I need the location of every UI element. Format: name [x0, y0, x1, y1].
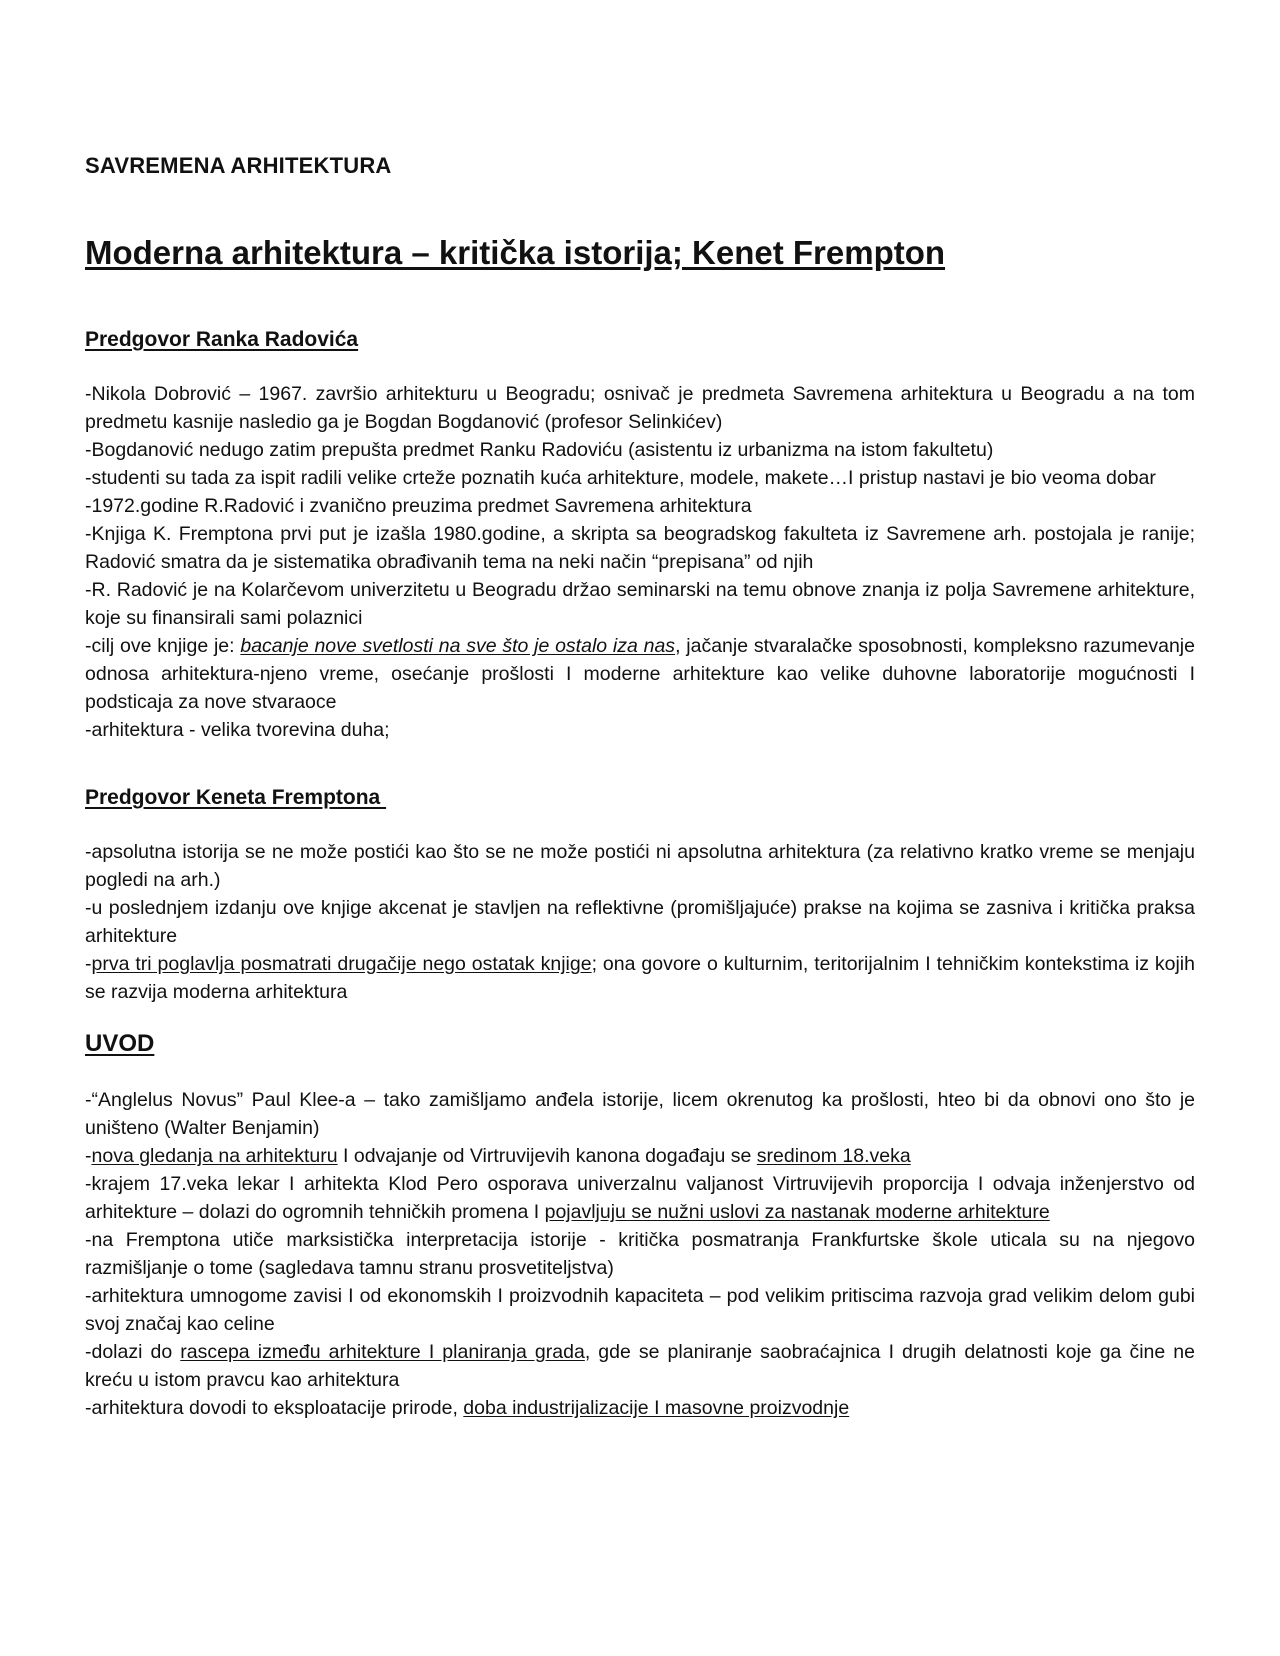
paragraph: [85, 632, 1195, 716]
text-run: -krajem 17.veka lekar I arhitekta Klod Pero osporava univerzalnu valjanost Virtruvijevih proporcija I odvaja inženjerstvo od arhitekture – dolazi do ogromnih tehničkih promena I: [85, 1173, 1195, 1223]
paragraph: -arhitektura - velika tvorevina duha;: [85, 719, 390, 741]
text-run: , gde se planiranje saobraćajnica I drugih delatnosti koje ga čine ne kreću u istom pravcu kao arhitektura: [85, 1341, 1195, 1391]
text-run: -: [85, 953, 92, 975]
paragraph: -studenti su tada za ispit radili velike crteže poznatih kuća arhitekture, modele, makete…I pristup nastavi je bio veoma dobar: [85, 467, 1156, 489]
paragraph: -u poslednjem izdanju ove knjige akcenat je stavljen na reflektivne (promišljajuće) prakse na kojima se zasniva i kritička praksa arhitekture: [85, 897, 1195, 947]
text-run: I odvajanje od Virtruvijevih kanona događaju se: [337, 1145, 757, 1167]
underlined-phrase: nova gledanja na arhitekturu: [91, 1145, 338, 1167]
section-body-frempton: [85, 838, 1195, 1006]
paragraph: -na Fremptona utiče marksistička interpretacija istorije - kritička posmatranja Frankfurtske škole uticala su na njegovo razmišljanje o tome (sagledava tamnu stranu prosvetiteljstva): [85, 1229, 1195, 1279]
document-label: SAVREMENA ARHITEKTURA: [85, 153, 392, 178]
paragraph: -1972.godine R.Radović i zvanično preuzima predmet Savremena arhitektura: [85, 495, 752, 517]
paragraph: [85, 1338, 1195, 1394]
text-run: -dolazi do: [85, 1341, 181, 1363]
section-heading-uvod: UVOD: [85, 1030, 155, 1057]
paragraph: [85, 950, 1195, 1006]
underlined-phrase: sredinom 18.veka: [756, 1145, 911, 1167]
text-run: , jačanje stvaralačke sposobnosti, kompleksno razumevanje odnosa arhitektura-njeno vreme, osećanje prošlosti I moderne arhitekture kao velike duhovne laboratorije mogućnosti I podsticaja za nove stvaraoce: [85, 635, 1195, 713]
paragraph: [85, 1394, 1195, 1422]
underlined-phrase: pojavljuju se nužni uslovi za nastanak moderne arhitekture: [544, 1201, 1050, 1223]
paragraph: -“Anglelus Novus” Paul Klee-a – tako zamišljamo anđela istorije, licem okrenutog ka prošlosti, hteo bi da obnovi ono što je uništeno (Walter Benjamin): [85, 1089, 1195, 1139]
document-title: Moderna arhitektura – kritička istorija; Kenet Frempton: [85, 234, 946, 271]
paragraph: -Bogdanović nedugo zatim prepušta predmet Ranku Radoviću (asistentu iz urbanizma na istom fakultetu): [85, 439, 994, 461]
paragraph: -Knjiga K. Fremptona prvi put je izašla 1980.godine, a skripta sa beogradskog fakulteta iz Savremene arh. postojala je ranije; Radović smatra da je sistematika obrađivanih tema na neki način “prepisana” od njih: [85, 523, 1195, 573]
underlined-phrase: doba industrijalizacije I masovne proizvodnje: [463, 1397, 850, 1419]
paragraph: -Nikola Dobrović – 1967. završio arhitekturu u Beogradu; osnivač je predmeta Savremena arhitektura u Beogradu a na tom predmetu kasnije nasledio ga je Bogdan Bogdanović (profesor Selinkićev): [85, 383, 1195, 433]
underlined-phrase: rascepa između arhitekture I planiranja grada: [180, 1341, 585, 1363]
paragraph: [85, 1170, 1195, 1226]
paragraph: -apsolutna istorija se ne može postići kao što se ne može postići ni apsolutna arhitektura (za relativno kratko vreme se menjaju pogledi na arh.): [85, 841, 1195, 891]
text-run: ; ona govore o kulturnim, teritorijalnim I tehničkim kontekstima iz kojih se razvija moderna arhitektura: [85, 953, 1195, 1003]
text-run: -arhitektura dovodi to eksploatacije prirode,: [85, 1397, 464, 1419]
section-heading-radovic: Predgovor Ranka Radovića: [85, 328, 359, 351]
text-run: -: [85, 1145, 92, 1167]
section-body-radovic: [85, 380, 1195, 744]
paragraph: -R. Radović je na Kolarčevom univerzitetu u Beogradu držao seminarski na temu obnove znanja iz polja Savremene arhitekture, koje su finansirali sami polaznici: [85, 579, 1195, 629]
underlined-phrase: bacanje nove svetlosti na sve što je ostalo iza nas: [240, 635, 676, 657]
underlined-phrase: prva tri poglavlja posmatrati drugačije nego ostatak knjige: [91, 953, 592, 975]
paragraph: [85, 1142, 1195, 1170]
section-heading-frempton: Predgovor Keneta Fremptona: [85, 786, 387, 809]
text-run: -cilj ove knjige je:: [85, 635, 241, 657]
paragraph: -arhitektura umnogome zavisi I od ekonomskih I proizvodnih kapaciteta – pod velikim pritiscima razvoja grad velikim delom gubi svoj značaj kao celine: [85, 1285, 1195, 1335]
section-body-uvod: [85, 1086, 1195, 1422]
